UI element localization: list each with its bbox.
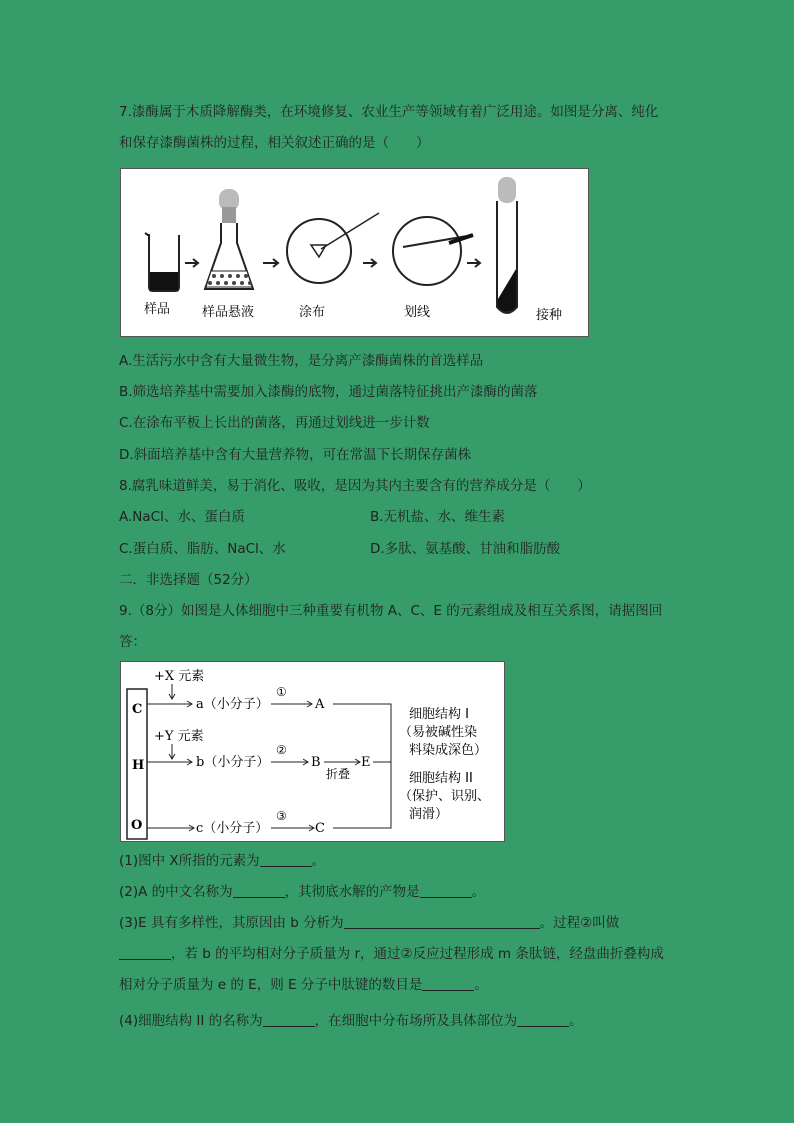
cell-structure-1-note2: 料染成深色） — [409, 743, 488, 758]
q8-option-a: A.NaCl、水、蛋白质 — [119, 509, 245, 525]
q9-sub2-text-a: (2)A 的中文名称为 — [119, 884, 233, 900]
q9-sub3-line1 — [119, 914, 619, 932]
q7-option-b: B.筛选培养基中需要加入漆酶的底物，通过菌落特征挑出产漆酶的菌落 — [119, 384, 538, 400]
q8-stem: 8.腐乳味道鲜美，易于消化、吸收，是因为其内主要含有的营养成分是（ ） — [119, 478, 591, 494]
arrow-icon — [263, 259, 278, 267]
cell-structure-1-note1: （易被碱性染 — [399, 725, 478, 740]
q7-stem-line2: 和保存漆酶菌株的过程，相关叙述正确的是（ ） — [119, 135, 430, 151]
arrow-icon — [185, 259, 198, 267]
q7-option-a: A.生活污水中含有大量微生物，是分离产漆酶菌株的首选样品 — [119, 353, 484, 369]
q8-option-c: C.蛋白质、脂肪、NaCl、水 — [119, 541, 286, 557]
macromolecule-e: E — [361, 755, 371, 770]
small-molecule-b: b（小分子） — [196, 755, 270, 770]
q9-sub4 — [119, 1012, 583, 1030]
x-element-label: +X 元素 — [154, 669, 205, 684]
q9-sub2-end: 。 — [471, 884, 486, 900]
beaker-icon — [145, 233, 179, 291]
step-2-label: ② — [276, 743, 287, 757]
q8-option-d: D.多肽、氨基酸、甘油和脂肪酸 — [370, 541, 561, 557]
figure-label-suspension: 样品悬液 — [202, 305, 255, 320]
q9-stem-line2: 答： — [119, 634, 146, 650]
q9-sub4-text-a: (4)细胞结构 II 的名称为 — [119, 1013, 263, 1029]
q7-option-c: C.在涂布平板上长出的菌落，再通过划线进一步计数 — [119, 415, 430, 431]
q7-process-figure — [120, 168, 589, 337]
arrow-icon — [363, 259, 376, 267]
flask-icon — [205, 189, 253, 289]
plate-streak-icon — [393, 217, 473, 285]
q9-sub2 — [119, 883, 485, 901]
q9-relation-diagram — [120, 661, 505, 842]
q8-option-b: B.无机盐、水、维生素 — [370, 509, 506, 525]
macromolecule-c: C — [315, 821, 325, 836]
q9-sub3-line2 — [119, 945, 664, 963]
macromolecule-b: B — [311, 755, 321, 770]
cell-structure-2-title: 细胞结构 II — [409, 771, 473, 786]
q9-sub3-text-a: (3)E 具有多样性，其原因由 b 分析为 — [119, 915, 344, 931]
q9-sub4-end: 。 — [569, 1013, 583, 1029]
figure-label-inoculate: 接种 — [536, 308, 563, 323]
cell-structure-2-note1: （保护、识别、 — [399, 789, 491, 804]
q9-sub1-text: (1)图中 X所指的元素为 — [119, 853, 260, 869]
q7-stem-line1: 7.漆酶属于木质降解酶类，在环境修复、农业生产等领域有着广泛用途。如图是分离、纯化 — [119, 104, 659, 120]
cell-structure-1-title: 细胞结构 I — [409, 707, 469, 722]
q9-sub4-text-b: ，在细胞中分布场所及具体部位为 — [314, 1013, 518, 1029]
macromolecule-a: A — [315, 697, 325, 712]
element-o: O — [131, 818, 143, 833]
q9-sub1 — [119, 852, 325, 870]
figure-label-sample: 样品 — [144, 302, 171, 317]
step-3-label: ③ — [276, 809, 287, 823]
answer-blank[interactable] — [420, 883, 472, 898]
answer-blank[interactable] — [119, 945, 171, 960]
q9-sub3-text-d: 相对分子质量为 e 的 E，则 E 分子中肽键的数目是 — [119, 977, 423, 993]
answer-blank[interactable] — [517, 1012, 569, 1027]
answer-blank[interactable] — [233, 883, 285, 898]
element-c: C — [132, 702, 143, 717]
q9-sub3-line3 — [119, 976, 488, 994]
q9-stem-line1: 9.（8分）如图是人体细胞中三种重要有机物 A、C、E 的元素组成及相互关系图，请据图回 — [119, 603, 663, 619]
cell-structure-2-note2: 润滑） — [409, 807, 449, 822]
small-molecule-a: a（小分子） — [196, 697, 269, 712]
test-tube-icon — [497, 177, 517, 313]
q9-sub1-end: 。 — [311, 853, 326, 869]
answer-blank[interactable] — [344, 914, 540, 929]
figure-label-spread: 涂布 — [299, 305, 326, 320]
element-h: H — [132, 758, 145, 773]
q9-sub3-end: 。 — [474, 977, 488, 993]
figure-label-streak: 划线 — [404, 305, 431, 320]
answer-blank[interactable] — [260, 852, 312, 867]
q9-sub3-text-b: 。过程②叫做 — [539, 915, 620, 931]
answer-blank[interactable] — [422, 976, 474, 991]
fold-label: 折叠 — [326, 767, 351, 781]
step-1-label: ① — [276, 685, 287, 699]
y-element-label: +Y 元素 — [154, 729, 204, 744]
arrow-icon — [467, 259, 480, 267]
section-heading: 二．非选择题（52分） — [119, 572, 258, 588]
q7-option-d: D.斜面培养基中含有大量营养物，可在常温下长期保存菌株 — [119, 447, 472, 463]
answer-blank[interactable] — [263, 1012, 315, 1027]
plate-spread-icon — [287, 213, 379, 283]
q9-sub2-text-b: ，其彻底水解的产物是 — [284, 884, 420, 900]
q9-sub3-text-c: ，若 b 的平均相对分子质量为 r，通过②反应过程形成 m 条肽链，经盘曲折叠构成 — [171, 946, 664, 962]
small-molecule-c: c（小分子） — [196, 821, 269, 836]
